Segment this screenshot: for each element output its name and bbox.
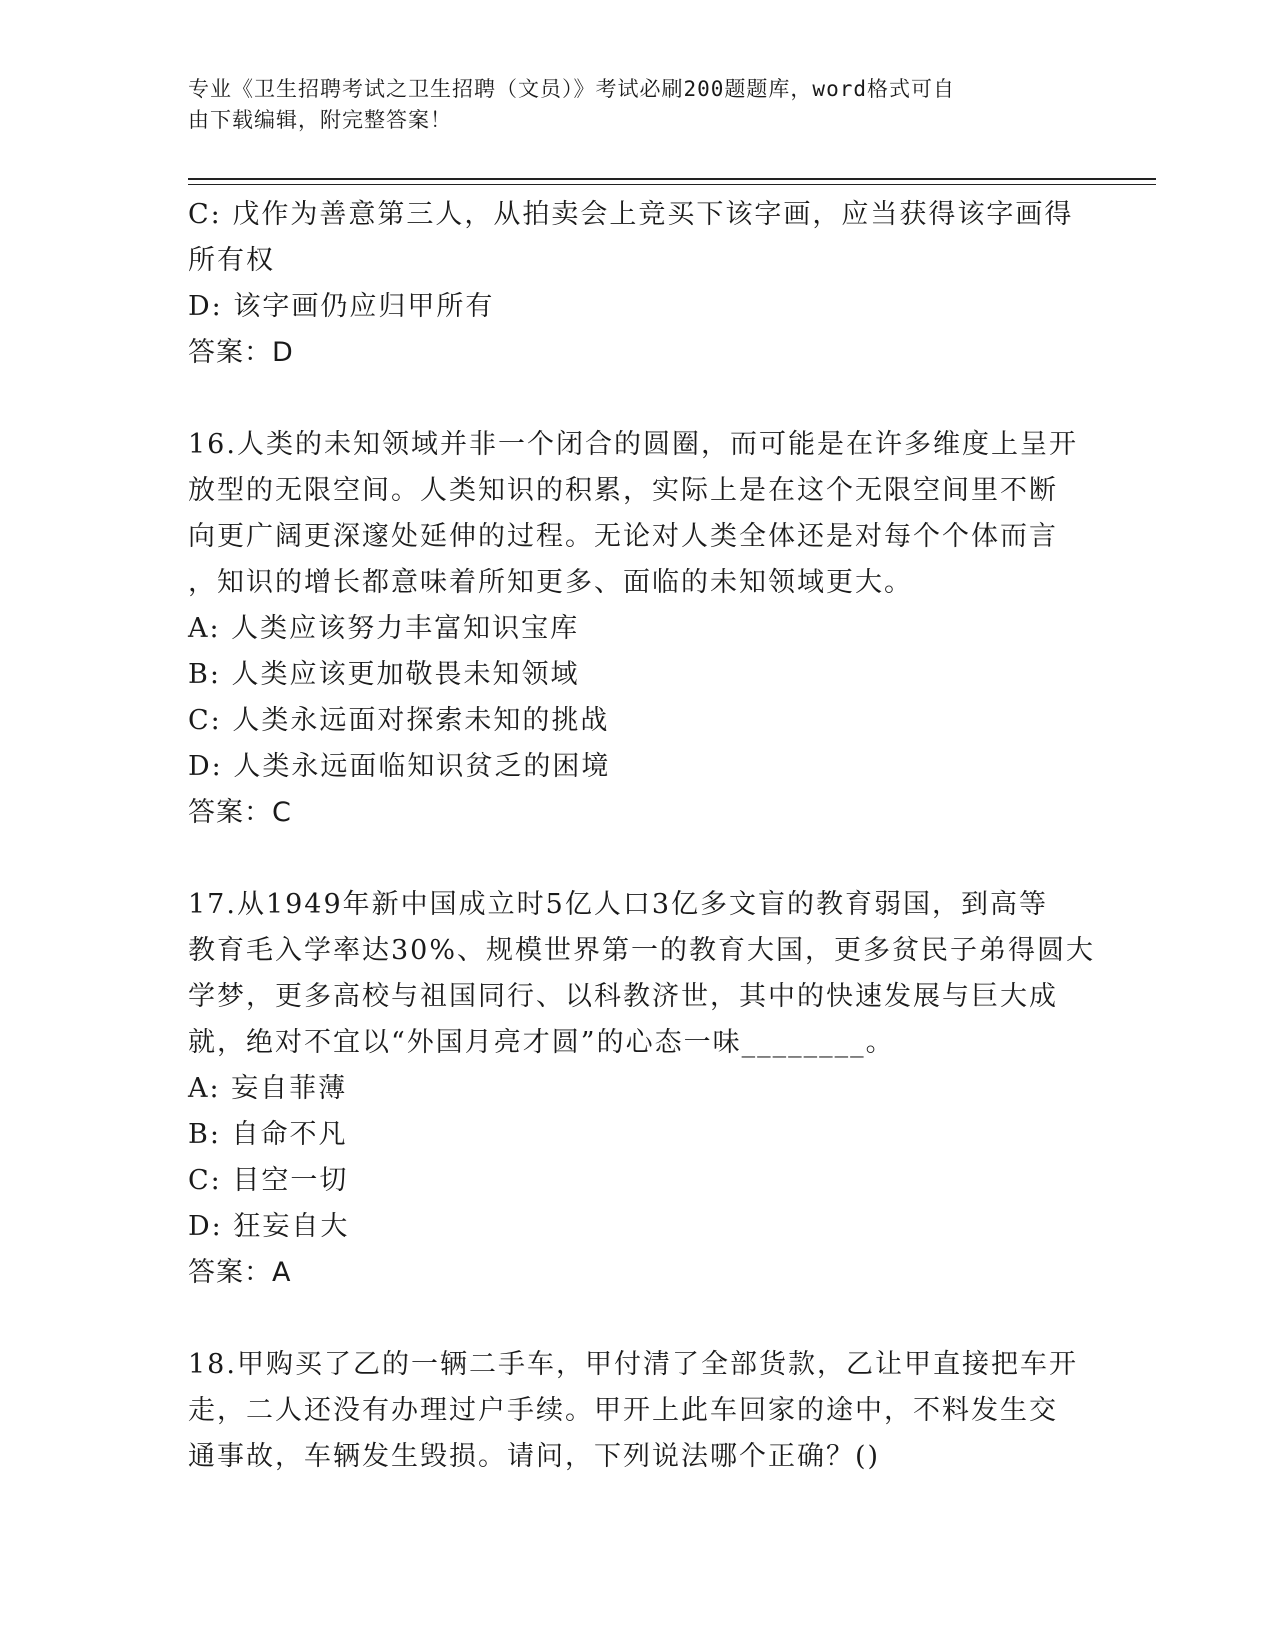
option-c: C: 人类永远面对探索未知的挑战	[188, 705, 610, 736]
question-stem-line: 放型的无限空间。人类知识的积累，实际上是在这个无限空间里不断	[188, 475, 1058, 506]
question-17	[188, 882, 1096, 1296]
header-line-1: 专业《卫生招聘考试之卫生招聘（文员）》考试必刷200题题库，word格式可自	[188, 77, 955, 101]
question-stem-line: 走，二人还没有办理过户手续。甲开上此车回家的途中，不料发生交	[188, 1395, 1058, 1426]
header-line-2: 由下载编辑，附完整答案！	[188, 108, 452, 132]
option-d: D: 狂妄自大	[188, 1211, 350, 1242]
question-stem-line: 向更广阔更深邃处延伸的过程。无论对人类全体还是对每个个体而言	[188, 521, 1058, 552]
question-stem-line: 通事故，车辆发生毁损。请问，下列说法哪个正确？()	[188, 1441, 881, 1472]
option-a: A: 人类应该努力丰富知识宝库	[188, 613, 580, 644]
option-d: D: 该字画仍应归甲所有	[188, 291, 495, 322]
option-a: A: 妄自菲薄	[188, 1073, 348, 1104]
question-stem-line: 就，绝对不宜以“外国月亮才圆”的心态一味________。	[188, 1027, 895, 1058]
answer: 答案：D	[188, 337, 294, 368]
answer: 答案：C	[188, 797, 292, 828]
option-b: B: 人类应该更加敬畏未知领域	[188, 659, 580, 690]
question-stem-line: 16.人类的未知领域并非一个闭合的圆圈，而可能是在许多维度上呈开	[188, 429, 1078, 460]
question-stem-line: 18.甲购买了乙的一辆二手车，甲付清了全部货款，乙让甲直接把车开	[188, 1349, 1078, 1380]
question-stem-line: ，知识的增长都意味着所知更多、面临的未知领域更大。	[188, 567, 913, 598]
answer: 答案：A	[188, 1257, 292, 1288]
document-header	[188, 74, 1088, 136]
option-d: D: 人类永远面临知识贫乏的困境	[188, 751, 611, 782]
question-stem-line: 学梦，更多高校与祖国同行、以科教济世，其中的快速发展与巨大成	[188, 981, 1058, 1012]
question-16	[188, 422, 1088, 836]
spacer	[188, 836, 1088, 882]
previous-question-tail	[188, 192, 1088, 376]
spacer	[188, 1296, 1088, 1342]
option-c: C: 目空一切	[188, 1165, 349, 1196]
header-divider-thick	[188, 178, 1156, 180]
option-b: B: 自命不凡	[188, 1119, 348, 1150]
question-18	[188, 1342, 1088, 1480]
option-c: C: 戊作为善意第三人，从拍卖会上竞买下该字画，应当获得该字画得	[188, 199, 1074, 230]
header-divider-thin	[188, 184, 1156, 185]
question-stem-line: 17.从1949年新中国成立时5亿人口3亿多文盲的教育弱国，到高等	[188, 889, 1049, 920]
question-stem-line: 教育毛入学率达30%、规模世界第一的教育大国，更多贫民子弟得圆大	[188, 935, 1096, 966]
question-content	[188, 192, 1096, 1480]
spacer	[188, 376, 1088, 422]
option-c-continued: 所有权	[188, 245, 275, 276]
